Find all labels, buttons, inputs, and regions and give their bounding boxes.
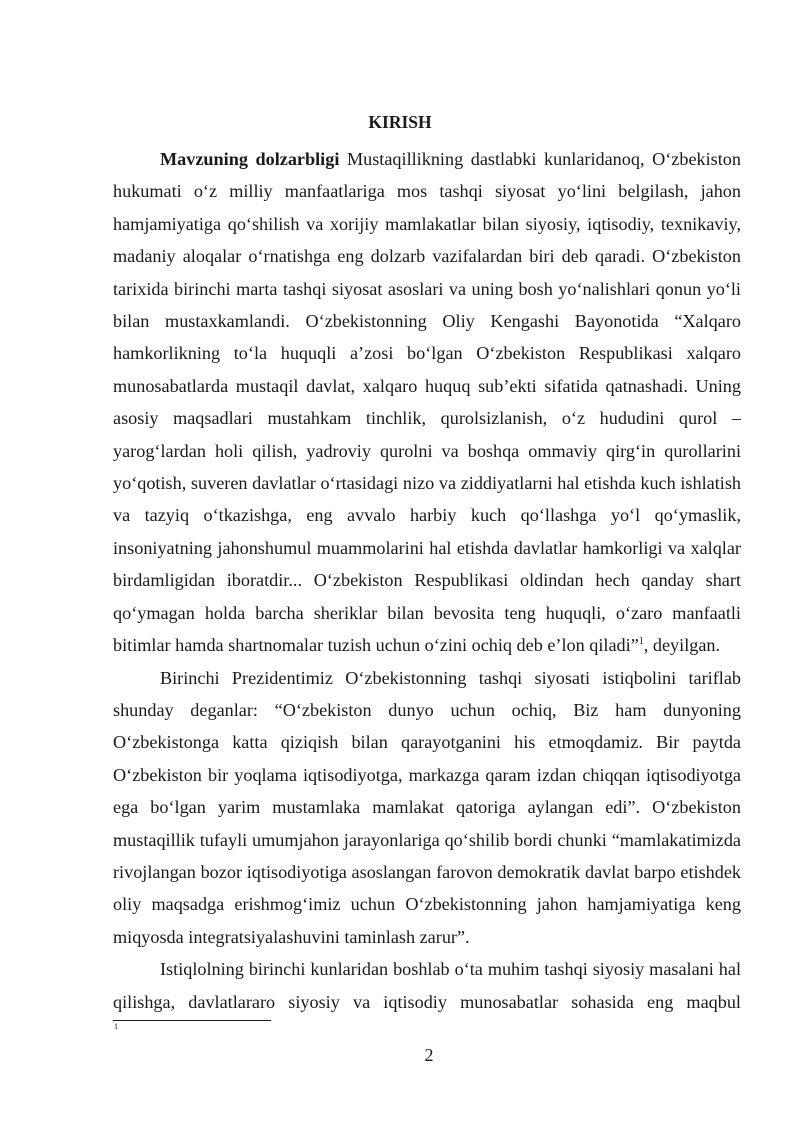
paragraph-text: Mustaqillikning dastlabki kunlaridanoq, O‘zbekiston hukumati o‘z milliy manfaatlariga mos tashqi siyosat yo‘lini belgilash, jahon hamjamiyatiga qo‘shilish va xorijiy mamlakatlar bilan siyosiy, iqtisodiy, texnikaviy, madaniy aloqalar o‘rnatishga eng dolzarb vazifalardan biri deb qaradi. O‘zbekiston tarixida birinchi marta tashqi siyosat asoslari va uning bosh yo‘nalishlari qonun yo‘li bilan mustaxkamlandi. O‘zbekistonning Oliy Kengashi Bayonotida “Xalqaro hamkorlikning to‘la huquqli a’zosi bo‘lgan O‘zbekiston Respublikasi xalqaro munosabatlarda mustaqil davlat, xalqaro huquq sub’ekti sifatida qatnashadi. Uning asosiy maqsadlari mustahkam tinchlik, qurolsizlanish, o‘z hududini qurol – yarog‘lardan holi qilish, yadroviy qurolni va boshqa ommaviy qirg‘in qurollarini yo‘qotish, suveren davlatlar o‘rtasidagi nizo va ziddiyatlarni hal etishda kuch ishlatish va tazyiq o‘tkazishga, eng avvalo harbiy kuch qo‘llashga yo‘l qo‘ymaslik, insoniyatning jahonshumul muammolarini hal etishda davlatlar hamkorligi va xalqlar birdamligidan iboratdir... O‘zbekiston Respublikasi oldindan hech qanday shart qo‘ymagan holda barcha sheriklar bilan bevosita teng huquqli, o‘zaro manfaatli bitimlar hamda shartnomalar tuzish uchun o‘zini ochiq deb e’lon qiladi” [113, 149, 741, 656]
footnote-reference[interactable]: 1 [638, 636, 644, 648]
page-number: 2 [424, 1045, 434, 1065]
paragraph-independence [113, 953, 741, 1018]
document-body [113, 143, 741, 1018]
page-title: KIRISH [368, 112, 432, 132]
paragraph-lead: Mavzuning dolzarbligi [160, 149, 340, 169]
paragraph-tail: , deyilgan. [643, 635, 721, 656]
paragraph-text: Birinchi Prezidentimiz O‘zbekistonning tashqi siyosati istiqbolini tariflab shunday deganlar: “O‘zbekiston dunyo uchun ochiq, Biz ham dunyoning O‘zbekistonga katta qiziqish bilan qarayotganini his etmoqdamiz. Bir paytda O‘zbekiston bir yoqlama iqtisodiyotga, markazga qaram izdan chiqqan iqtisodiyotga ega bo‘lgan yarim mustamlaka mamlakat qatoriga aylangan edi”. O‘zbekiston mustaqillik tufayli umumjahon jarayonlariga qo‘shilib bordi chunki “mamlakatimizda rivojlangan bozor iqtisodiyotiga asoslangan farovon demokratik davlat barpo etishdek oliy maqsadga erishmog‘imiz uchun O‘zbekistonning jahon hamjamiyatiga keng miqyosda integratsiyalashuvini taminlash zarur”. [113, 667, 741, 947]
paragraph-text: Istiqlolning birinchi kunlaridan boshlab o‘ta muhim tashqi siyosiy masalani hal qilishga, davlatlararo siyosiy va iqtisodiy munosabatlar sohasida eng maqbul [113, 959, 741, 1012]
footnote-mark: 1 [114, 1022, 118, 1031]
paragraph-relevance [113, 143, 741, 662]
footnote-separator [113, 1020, 271, 1021]
paragraph-president-quote [113, 662, 741, 954]
